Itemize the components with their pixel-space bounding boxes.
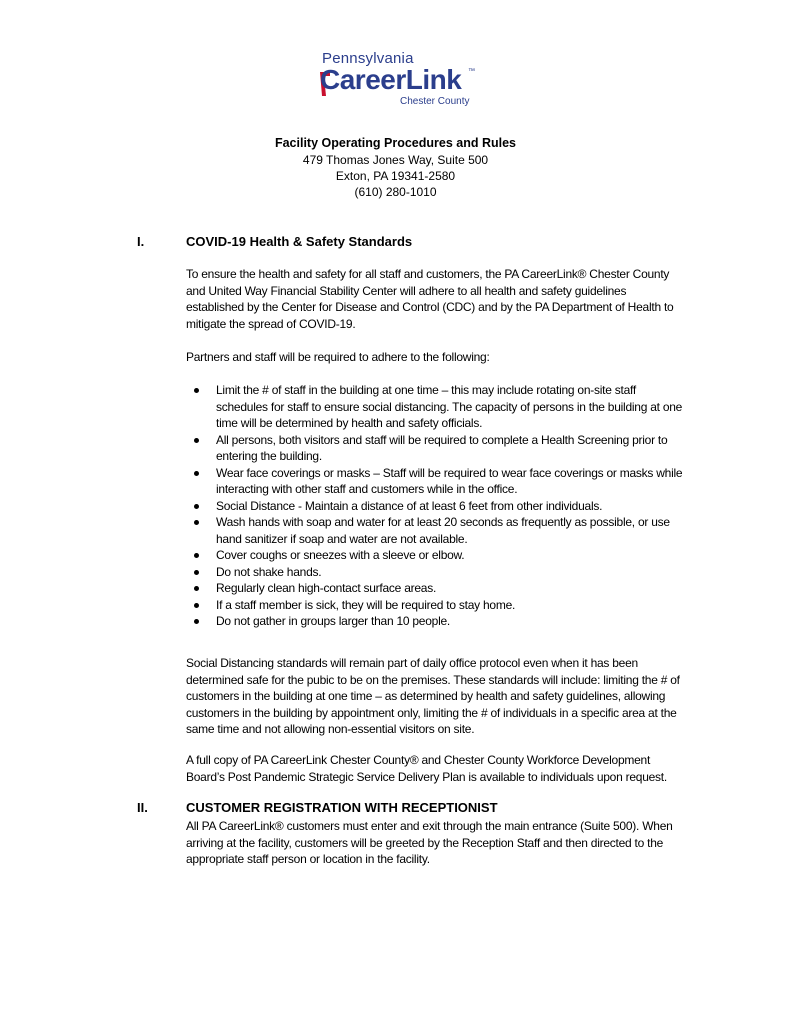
distancing-paragraph: Social Distancing standards will remain part of daily office protocol even when it has been determined safe for the pubic to be on the premises. These standards will include: limiting the # of customers in the building at one time – as determined by health and safety guidelines, allowing customers in the building by appointment only, limiting the # of individuals in a specific area at the same time and not allowing non-essential visitors on site.	[186, 656, 680, 736]
bullet-icon	[194, 520, 199, 525]
bullet-icon	[194, 471, 199, 476]
section-2-text: All PA CareerLink® customers must enter and exit through the main entrance (Suite 500). When arriving at the facility, customers will be greeted by the Reception Staff and then directed to the appropriate staff person or location in the facility.	[186, 819, 673, 866]
address-line-1: 479 Thomas Jones Way, Suite 500	[302, 153, 489, 167]
bullet-icon	[194, 619, 199, 624]
bullet-icon	[194, 603, 199, 608]
page-title: Facility Operating Procedures and Rules	[274, 136, 517, 150]
section-1-number: I.	[137, 234, 145, 249]
address-line-2: Exton, PA 19341-2580	[335, 169, 456, 183]
list-item: Wash hands with soap and water for at least 20 seconds as frequently as possible, or use hand sanitizer if soap and water are not available.	[186, 514, 686, 547]
bullet-icon	[194, 553, 199, 558]
logo-brand: CareerLink	[320, 64, 462, 95]
bullet-icon	[194, 586, 199, 591]
bullet-icon	[194, 438, 199, 443]
list-item: Cover coughs or sneezes with a sleeve or elbow.	[186, 547, 686, 564]
list-item: Wear face coverings or masks – Staff will be required to wear face coverings or masks while interacting with other staff and customers while in the office.	[186, 465, 686, 498]
logo-trademark: ™	[468, 68, 475, 75]
section-1-title: COVID-19 Health & Safety Standards	[186, 234, 413, 249]
list-item: If a staff member is sick, they will be required to stay home.	[186, 597, 686, 614]
logo-state: Pennsylvania	[322, 50, 414, 67]
careerlink-logo	[318, 50, 478, 112]
section-2-number: II.	[137, 800, 148, 815]
bullet-icon	[194, 388, 199, 393]
list-item: Regularly clean high-contact surface areas.	[186, 580, 686, 597]
list-item: Limit the # of staff in the building at one time – this may include rotating on-site staff schedules for staff to ensure social distancing. The capacity of persons in the building at one time will be determined by health and safety officials.	[186, 382, 686, 432]
list-item: Do not gather in groups larger than 10 people.	[186, 613, 686, 630]
list-item: Social Distance - Maintain a distance of at least 6 feet from other individuals.	[186, 498, 686, 515]
section-1-lead: Partners and staff will be required to adhere to the following:	[186, 350, 490, 364]
list-item: Do not shake hands.	[186, 564, 686, 581]
logo-county: Chester County	[400, 96, 470, 107]
section-1-intro: To ensure the health and safety for all staff and customers, the PA CareerLink® Chester County and United Way Financial Stability Center will adhere to all health and safety guidelines established by the Center for Disease and Control (CDC) and by the PA Department of Health to mitigate the spread of COVID-19.	[186, 267, 674, 331]
bullet-icon	[194, 504, 199, 509]
plan-availability-paragraph: A full copy of PA CareerLink Chester County® and Chester County Workforce Development Board’s Post Pandemic Strategic Service Delivery Plan is available to individuals upon request.	[186, 753, 667, 784]
safety-bullet-list	[186, 382, 686, 630]
section-2-title: CUSTOMER REGISTRATION WITH RECEPTIONIST	[186, 800, 498, 815]
list-item: All persons, both visitors and staff will be required to complete a Health Screening prior to entering the building.	[186, 432, 686, 465]
bullet-icon	[194, 570, 199, 575]
phone-number: (610) 280-1010	[354, 185, 437, 199]
